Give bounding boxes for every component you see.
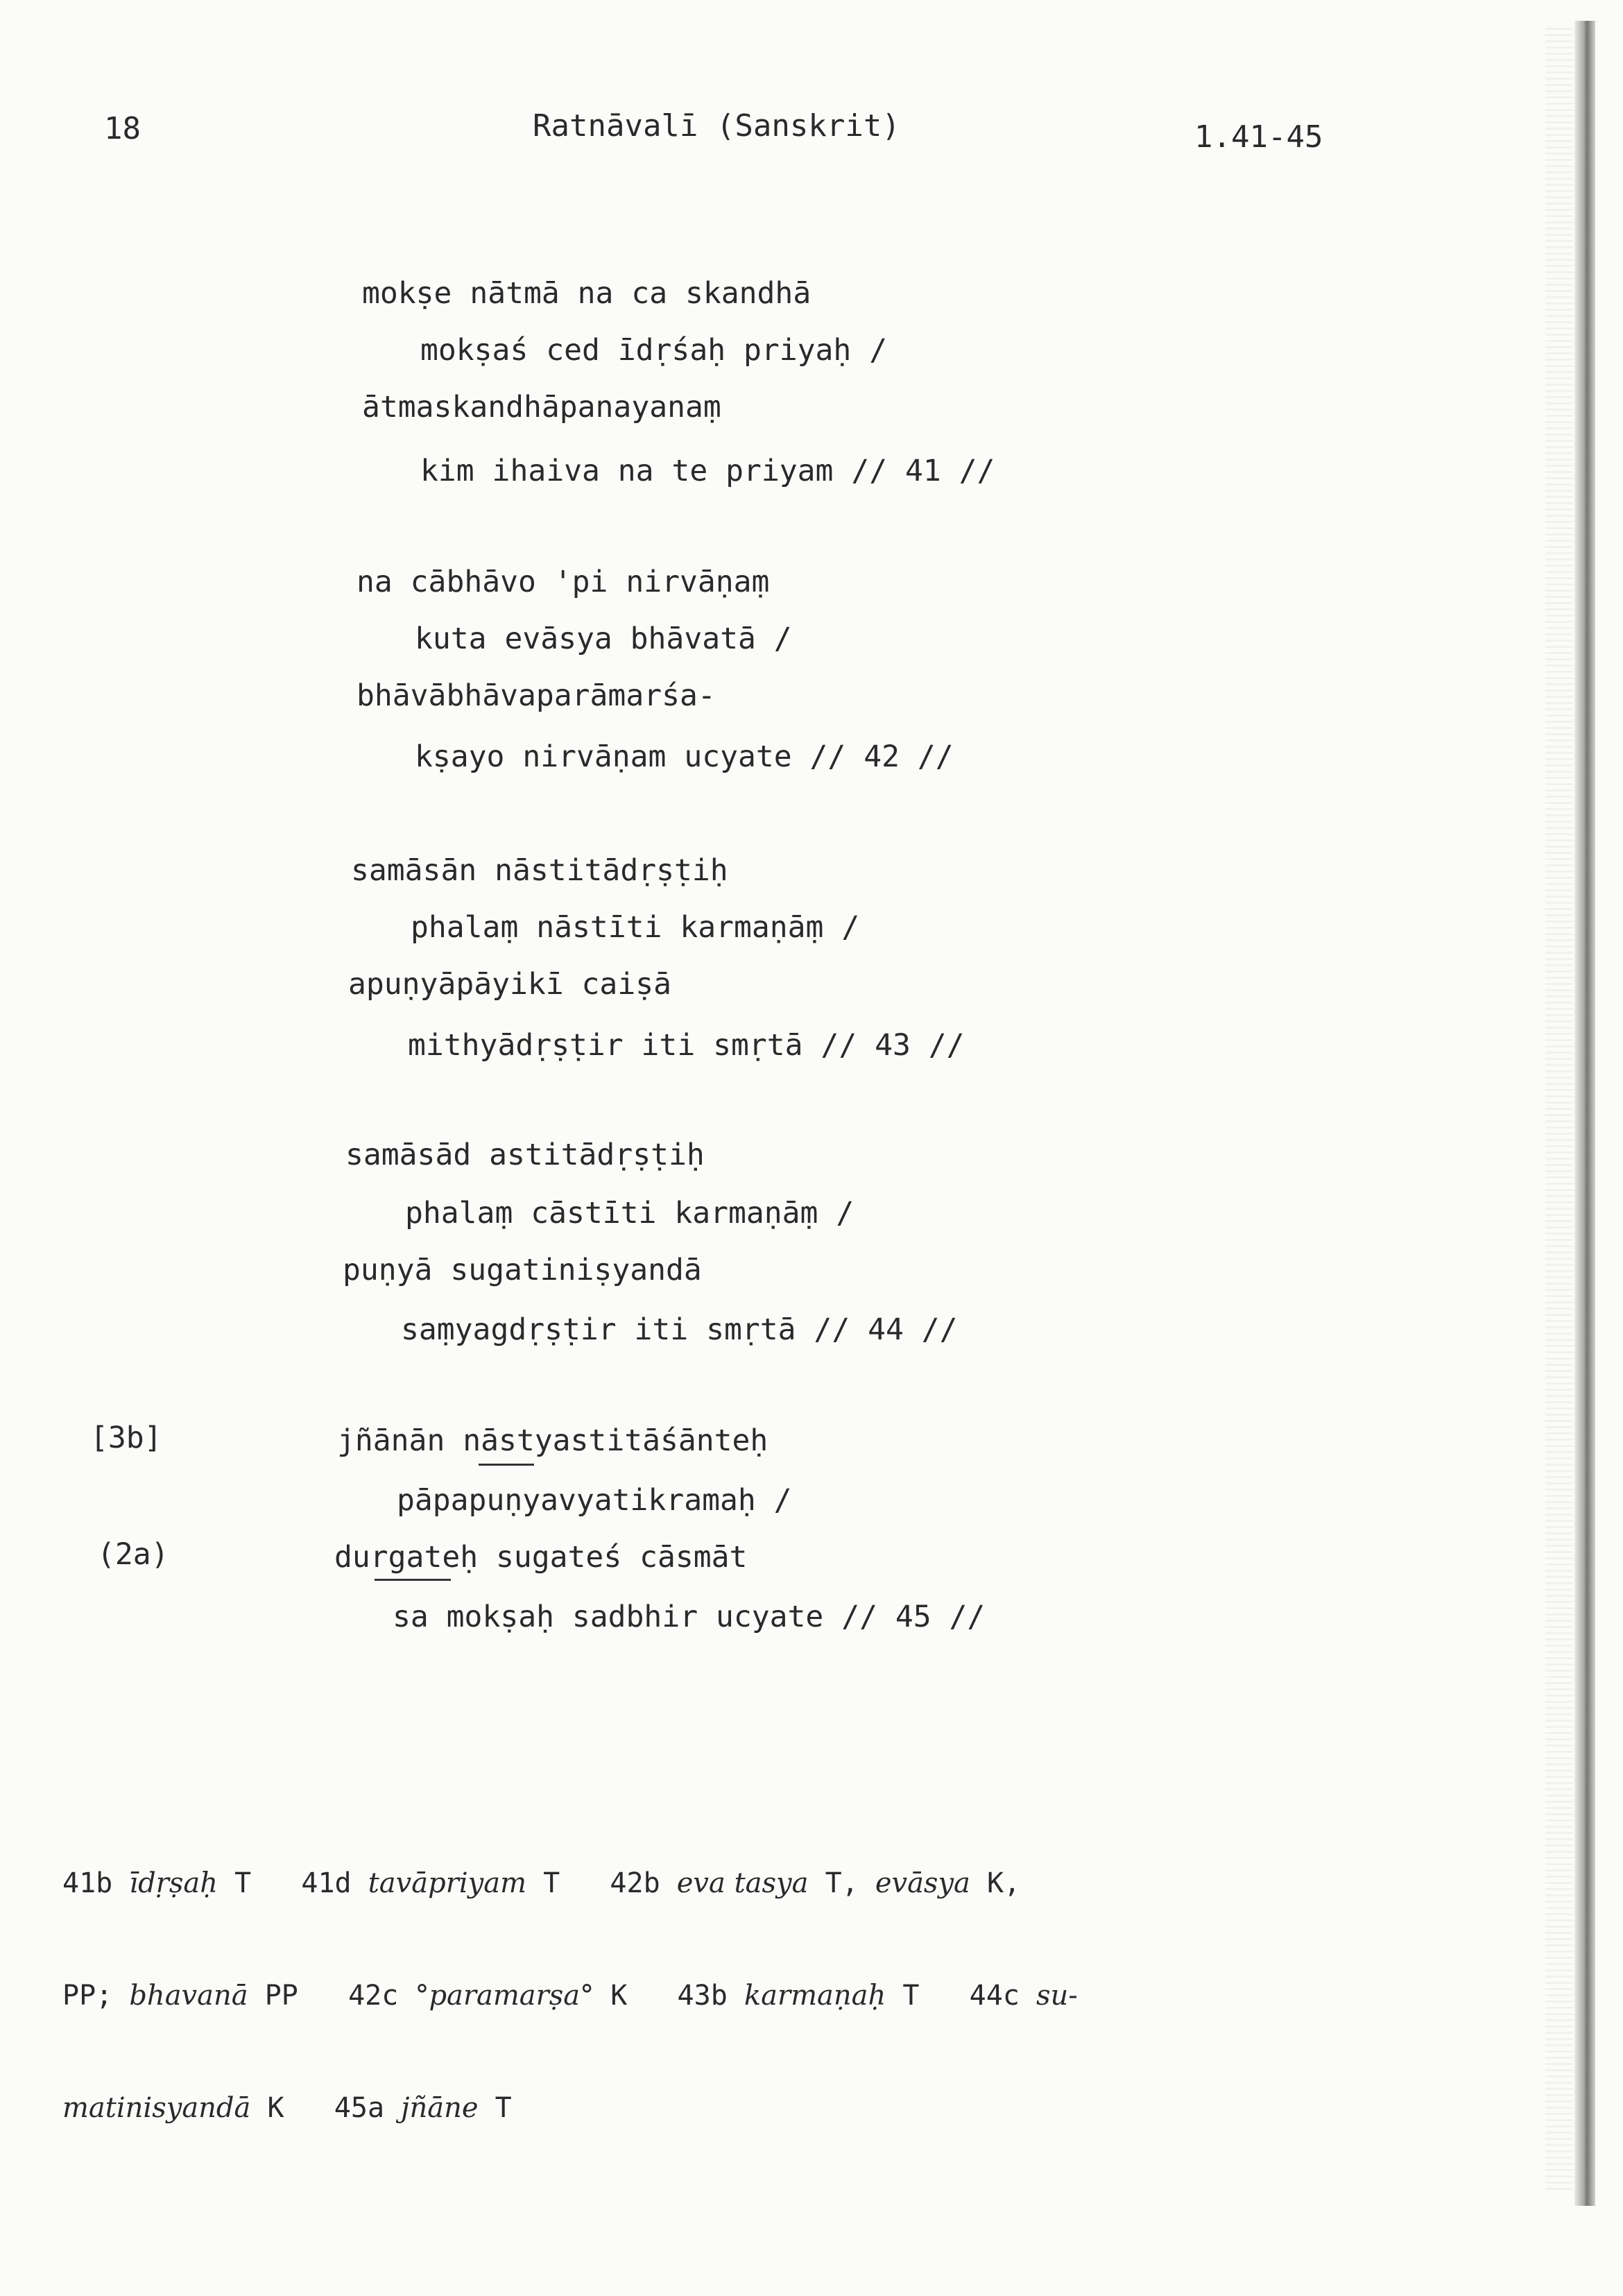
verse-42-line-a: na cābhāvo 'pi nirvāṇaṃ: [357, 565, 770, 599]
verse-45-line-a: jñānān nāstyastitāśānteḥ: [337, 1423, 768, 1458]
folio-note-3b: [3b]: [90, 1421, 162, 1455]
footnote-segment: K 45a: [250, 2092, 402, 2124]
verse-44-line-c: puṇyā sugatiniṣyandā: [343, 1253, 702, 1287]
verse-44-line-a: samāsād astitādṛṣṭiḥ: [345, 1138, 705, 1172]
footnote-segment: su-: [1036, 1980, 1078, 2012]
footnote-line-3: [62, 2089, 1380, 2127]
footnote-segment: 41b: [62, 1867, 130, 1899]
verse-42-line-b: kuta evāsya bhāvatā /: [415, 622, 792, 656]
verse-45-line-d: sa mokṣaḥ sadbhir ucyate // 45 //: [393, 1600, 986, 1634]
verse-41-line-b: mokṣaś ced īdṛśaḥ priyaḥ /: [420, 333, 888, 368]
footnote-segment: T,: [808, 1867, 875, 1899]
verse-45-line-c: durgateḥ sugateś cāsmāt: [334, 1540, 748, 1575]
footnote-segment: PP;: [62, 1980, 130, 2012]
verse-43-line-c: apuṇyāpāyikī caiṣā: [348, 967, 671, 1002]
verse-43-line-d: mithyādṛṣṭir iti smṛtā // 43 //: [408, 1028, 965, 1063]
footnote-segment: jñāne: [401, 2092, 479, 2124]
footnote-segment: karmaṇaḥ: [744, 1980, 886, 2012]
underline-gate: [375, 1579, 451, 1581]
footnote-segment: T: [478, 2092, 512, 2124]
footnote-segment: matinisyandā: [62, 2092, 251, 2124]
verse-41-line-a: mokṣe nātmā na ca skandhā: [362, 276, 812, 311]
verse-41-line-c: ātmaskandhāpanayanaṃ: [362, 390, 721, 425]
page-edge-texture: [1545, 28, 1573, 2192]
underline-nas: [479, 1464, 534, 1466]
verse-42-line-c: bhāvābhāvaparāmarśa-: [357, 678, 716, 713]
footnote-segment: tavāpriyam: [368, 1867, 526, 1899]
footnote-line-1: [62, 1865, 1380, 1902]
footnote-segment: PP 42c: [248, 1980, 415, 2012]
critical-apparatus: [62, 1790, 1380, 2164]
verse-43-line-a: samāsān nāstitādṛṣṭiḥ: [351, 853, 728, 888]
page-edge-shadow: [1574, 21, 1595, 2206]
footnote-segment: eva tasya: [676, 1867, 809, 1899]
footnote-segment: T 41d: [217, 1867, 368, 1899]
footnote-segment: K,: [970, 1867, 1021, 1899]
footnote-segment: °paramarṣa°: [415, 1980, 594, 2012]
verse-45-line-b: pāpapuṇyavyatikramaḥ /: [397, 1483, 792, 1518]
footnote-segment: īdṛṣaḥ: [129, 1867, 218, 1899]
verse-range: 1.41-45: [1194, 119, 1323, 155]
footnote-segment: evāsya: [875, 1867, 970, 1899]
running-title: Ratnāvalī (Sanskrit): [533, 108, 900, 144]
footnote-segment: K 43b: [594, 1980, 744, 2012]
footnote-segment: bhavanā: [129, 1980, 248, 2012]
folio-note-2a: (2a): [97, 1537, 169, 1572]
footnote-line-2: [62, 1977, 1380, 2014]
verse-44-line-b: phalaṃ cāstīti karmaṇāṃ /: [405, 1196, 855, 1231]
verse-42-line-d: kṣayo nirvāṇam ucyate // 42 //: [415, 739, 954, 774]
footnote-segment: T 42b: [526, 1867, 677, 1899]
footnote-segment: T 44c: [886, 1980, 1036, 2012]
verse-44-line-d: saṃyagdṛṣṭir iti smṛtā // 44 //: [401, 1312, 958, 1347]
verse-43-line-b: phalaṃ nāstīti karmaṇāṃ /: [411, 910, 860, 945]
verse-41-line-d: kim ihaiva na te priyam // 41 //: [420, 454, 995, 488]
page-number: 18: [104, 111, 141, 146]
